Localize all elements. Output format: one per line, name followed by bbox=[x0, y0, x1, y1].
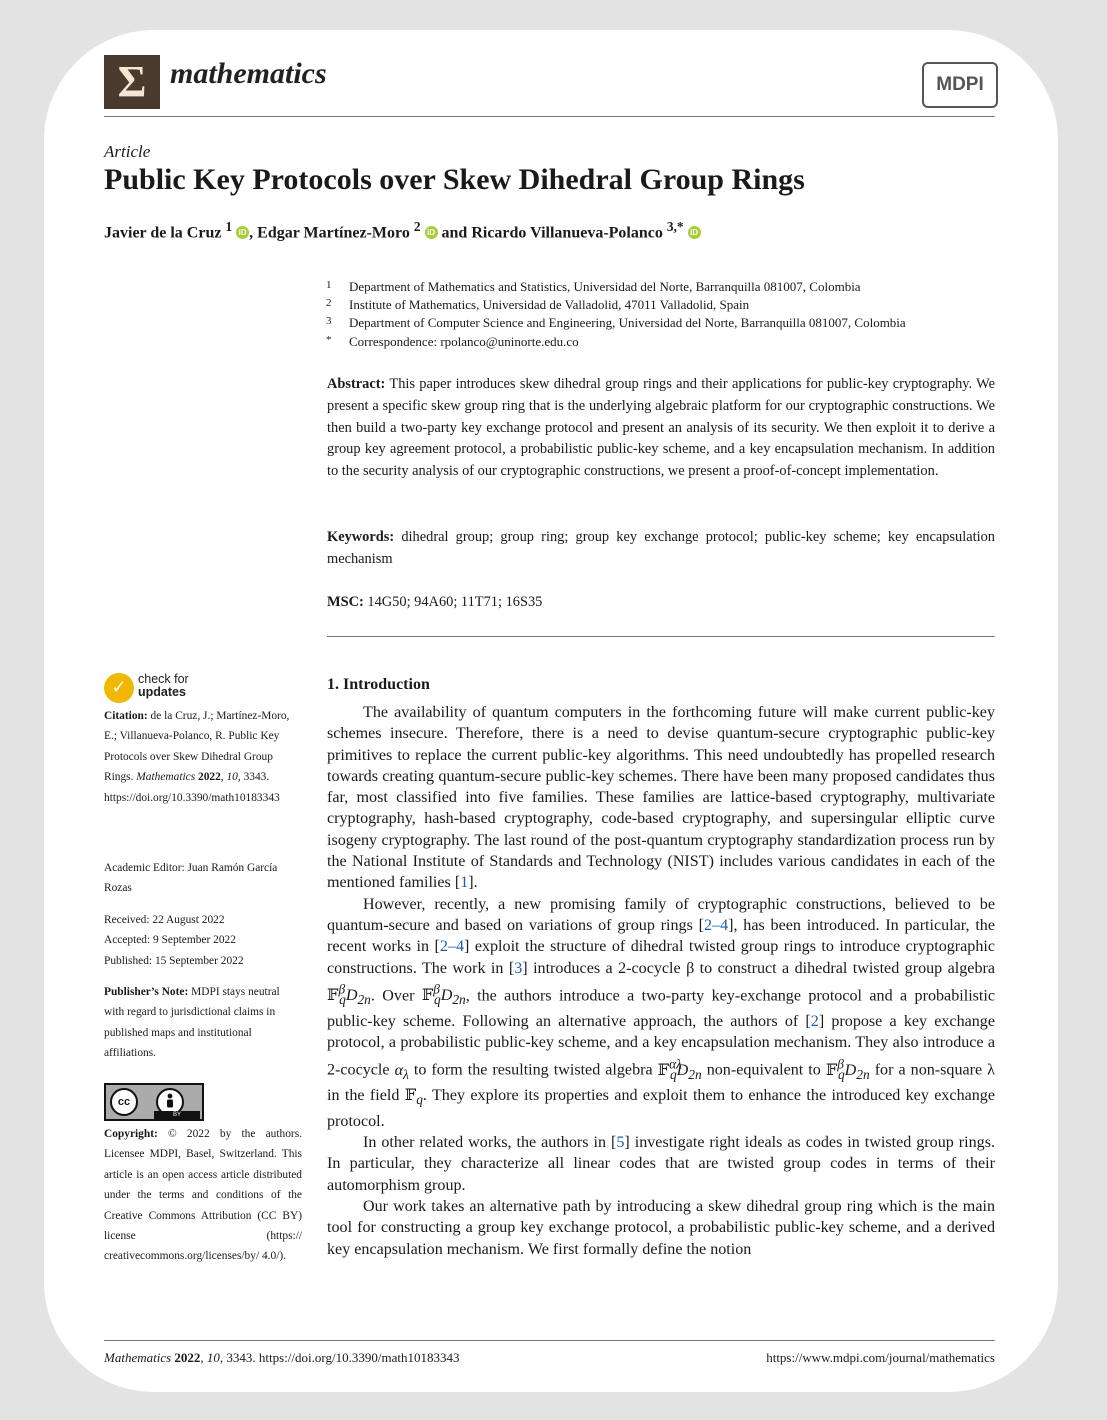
paragraph: However, recently, a new promising family of cryptographic constructions, believed to be quantum-secure and based on variations of group rings [2–4], has been introduced. In particular, the recent works in [2–4] exploit the structure of dihedral twisted group rings to introduce cryptographic constructions. The work in [3] introduces a 2-cocycle β to construct a dihedral twisted group algebra $𝔽^\beta_qD_{2n}$. Over $𝔽^\beta_qD_{2n}$, the authors introduce a two-party key-exchange protocol and a probabilistic public-key scheme. Following an alternative approach, the authors of [2] propose a key exchange protocol, a probabilistic public-key scheme, and a key encapsulation mechanism. They also introduce a 2-cocycle $\alpha_\lambda$ to form the resulting twisted algebra $𝔽^{\alpha\lambda}_qD_{2n}$ non-equivalent to $𝔽^\beta_qD_{2n}$ for a non-square λ in the field 𝔽$_q$. They explore its properties and exploit them to enhance the introduced key exchange protocol. bbox=[327, 895, 996, 1130]
math-expression: $𝔽^\beta_qD_{2n}$ bbox=[825, 1056, 870, 1082]
cc-icon: cc bbox=[110, 1088, 138, 1116]
reference-link[interactable]: 5 bbox=[616, 1134, 625, 1152]
introduction-body bbox=[327, 702, 995, 1260]
footer-doi[interactable]: , 3343. https://doi.org/10.3390/math10183343 bbox=[219, 1350, 460, 1365]
affiliation-mark: 2 bbox=[326, 297, 332, 309]
publisher-note-text: MDPI stays neutral with regard to jurisdictional claims in published maps and institutional affiliations. bbox=[104, 986, 280, 1060]
reference-link[interactable]: 3 bbox=[514, 959, 523, 977]
footer-divider bbox=[104, 1340, 995, 1341]
reference-link[interactable]: 1 bbox=[460, 874, 469, 892]
msc-label: MSC: bbox=[327, 594, 364, 610]
citation-label: Citation: bbox=[104, 710, 148, 722]
citation-text: de la Cruz, J.; Martínez-Moro, E.; Villanueva-Polanco, R. Public Key Protocols over Skew Dihedral Group Rings. bbox=[104, 710, 290, 784]
affiliation-text: Institute of Mathematics, Universidad de Valladolid, 47011 Valladolid, Spain bbox=[349, 297, 750, 312]
reference-link[interactable]: 2–4 bbox=[439, 938, 465, 956]
abstract-label: Abstract: bbox=[327, 376, 386, 392]
header-divider bbox=[104, 116, 995, 117]
footer-journal-url[interactable]: https://www.mdpi.com/journal/mathematics bbox=[766, 1350, 995, 1365]
paragraph: The availability of quantum computers in the forthcoming future will make current public-key schemes insecure. Therefore, there is a need to devise quantum-secure cryptographic public-key primitives to replace the current public-key algorithms. This need undoubtedly has propelled research towards creating quantum-secure public-key schemes. There have been many proposed candidates thus far, most classified into five families. These families are lattice-based cryptography, multivariate cryptography, hash-based cryptography, code-based cryptography, and supersingular elliptic curve isogeny cryptography. The last round of the post-quantum cryptography standardization process run by the National Institute of Standards and Technology (NIST) includes various candidates in each of the mentioned families [1]. bbox=[327, 704, 995, 892]
accepted-date: Accepted: 9 September 2022 bbox=[104, 934, 236, 947]
abstract-text: This paper introduces skew dihedral group rings and their applications for public-key cryptography. We present a specific skew group ring that is the underlying algebraic platform for our cryptographic constructions. We then build a two-party key exchange protocol and present an analysis of its security. We then exploit it to derive a group key agreement protocol, a probabilistic public-key scheme, and a key encapsulation mechanism. In addition to the security analysis of our cryptographic constructions, we present a proof-of-concept implementation. bbox=[327, 376, 995, 480]
citation: Citation: de la Cruz, J.; Martínez-Moro, E.; Villanueva-Polanco, R. Public Key Protocols over Skew Dihedral Group Rings. Mathematics 2022, 10, 3343. https://doi.org/10.3390/math10183343 bbox=[104, 710, 290, 804]
dates bbox=[104, 910, 302, 971]
author-affiliation-mark: 1 bbox=[225, 219, 233, 234]
affiliation-mark: * bbox=[326, 334, 332, 346]
math-expression: $\alpha_\lambda$ bbox=[394, 1061, 409, 1082]
author-name: Edgar Martínez-Moro bbox=[257, 224, 410, 242]
keywords-text: dihedral group; group ring; group key exchange protocol; public-key scheme; key encapsulation mechanism bbox=[327, 529, 995, 567]
reference-link[interactable]: 2 bbox=[810, 1012, 819, 1030]
publisher-note-label: Publisher’s Note: bbox=[104, 986, 189, 998]
affiliation-text: Department of Mathematics and Statistics, Universidad del Norte, Barranquilla 081007, Colombia bbox=[349, 279, 861, 294]
paragraph: Our work takes an alternative path by introducing a skew dihedral group ring which is the main tool for constructing a group key exchange protocol, a probabilistic public-key scheme, and a derived key encapsulation mechanism. We first formally define the notion bbox=[327, 1197, 995, 1258]
orcid-icon[interactable]: iD bbox=[688, 226, 701, 239]
published-date: Published: 15 September 2022 bbox=[104, 954, 244, 967]
math-expression: $𝔽^\beta_qD_{2n}$ bbox=[421, 981, 466, 1008]
keywords bbox=[327, 527, 995, 571]
copyright-label: Copyright: bbox=[104, 1128, 158, 1140]
author-name: Ricardo Villanueva-Polanco bbox=[471, 224, 663, 242]
abstract bbox=[327, 374, 995, 483]
paper-title: Public Key Protocols over Skew Dihedral Group Rings bbox=[104, 163, 805, 196]
copyright-text: © 2022 by the authors. Licensee MDPI, Basel, Switzerland. This article is an open access article distributed under the terms and conditions of the Creative Commons Attribution (CC BY) license (https:// creativecommons.org/licenses/by/ 4.0/). bbox=[104, 1128, 302, 1263]
orcid-icon[interactable]: iD bbox=[236, 226, 249, 239]
copyright bbox=[104, 1124, 302, 1267]
author-separator: and bbox=[437, 224, 472, 242]
check-updates-text: check for bbox=[138, 672, 189, 686]
author-separator: , bbox=[249, 224, 258, 242]
author-affiliation-mark: 3,* bbox=[666, 219, 684, 234]
math-expression: $𝔽^\beta_qD_{2n}$ bbox=[327, 981, 371, 1008]
checkmark-icon: ✓ bbox=[104, 673, 134, 703]
footer-year: 2022 bbox=[174, 1350, 201, 1365]
publisher-note bbox=[104, 982, 302, 1064]
by-label: BY bbox=[154, 1111, 200, 1119]
orcid-icon[interactable]: iD bbox=[425, 226, 438, 239]
section-heading: 1. Introduction bbox=[327, 676, 430, 693]
msc-codes bbox=[327, 592, 995, 614]
affiliation-mark: 1 bbox=[326, 279, 332, 291]
check-updates-text: updates bbox=[138, 685, 186, 699]
affiliation-mark: 3 bbox=[326, 315, 332, 327]
reference-link[interactable]: 2–4 bbox=[703, 916, 729, 934]
citation-volume: 10 bbox=[226, 771, 238, 784]
cc-by-license-badge[interactable] bbox=[104, 1083, 204, 1121]
citation-doi[interactable]: , 3343. https://doi.org/10.3390/math10183343 bbox=[104, 771, 280, 804]
author-name: Javier de la Cruz bbox=[104, 224, 222, 242]
footer-journal: Mathematics bbox=[104, 1350, 172, 1365]
journal-logo: Σ bbox=[104, 55, 160, 109]
math-expression: $𝔽^{\alpha\lambda}_qD_{2n}$ bbox=[657, 1056, 702, 1082]
journal-name: mathematics bbox=[170, 57, 327, 90]
citation-year: 2022 bbox=[198, 771, 221, 784]
paragraph: In other related works, the authors in [5] investigate right ideals as codes in twisted group rings. In particular, they characterize all linear codes that are twisted group codes in terms of their automorphism group. bbox=[327, 1134, 995, 1194]
footer-volume: 10 bbox=[206, 1350, 220, 1365]
msc-text: 14G50; 94A60; 11T71; 16S35 bbox=[367, 594, 543, 610]
citation-journal: Mathematics bbox=[136, 771, 196, 784]
author-affiliation-mark: 2 bbox=[413, 219, 421, 234]
author-list bbox=[104, 219, 701, 242]
math-expression: 𝔽$_q$ bbox=[404, 1087, 423, 1108]
mdpi-logo: MDPI bbox=[922, 62, 998, 108]
abstract-divider bbox=[327, 636, 995, 637]
affiliation-text: Department of Computer Science and Engineering, Universidad del Norte, Barranquilla 081007, Colombia bbox=[349, 315, 906, 330]
footer-citation: Mathematics 2022, 10, 3343. https://doi.org/10.3390/math10183343 bbox=[104, 1350, 460, 1365]
article-type: Article bbox=[104, 142, 151, 161]
keywords-label: Keywords: bbox=[327, 529, 395, 545]
received-date: Received: 22 August 2022 bbox=[104, 914, 225, 926]
correspondence-text: Correspondence: rpolanco@uninorte.edu.co bbox=[349, 334, 579, 349]
academic-editor: Academic Editor: Juan Ramón García Rozas bbox=[104, 862, 278, 895]
